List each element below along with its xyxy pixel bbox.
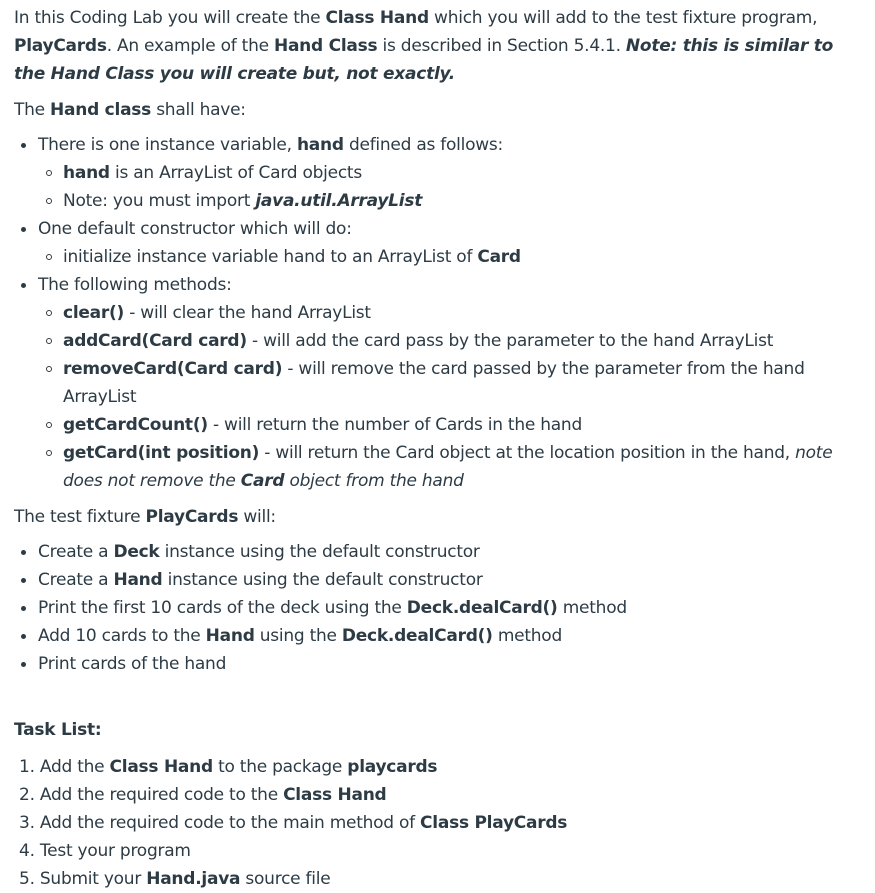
task-item: [14, 809, 861, 837]
task-text: Test your program: [34, 841, 191, 861]
section-text: The test fixture: [14, 507, 146, 527]
method-name: removeCard(Card card): [63, 359, 283, 379]
intro-text: In this Coding Lab you will create the: [14, 8, 326, 28]
import-term: java.util.ArrayList: [255, 191, 423, 211]
item-term: Card: [477, 247, 521, 267]
heading-text: Task List:: [14, 720, 102, 740]
item-note: note does not remove the: [63, 443, 833, 491]
list-item: [14, 243, 861, 271]
task-number: 4.: [19, 841, 35, 861]
item-term: hand: [296, 135, 344, 155]
item-text: using the: [254, 626, 342, 646]
playcards-term: PlayCards: [145, 507, 239, 527]
hand-class-heading: [14, 99, 861, 121]
bullet-icon: [21, 143, 26, 148]
task-term: playcards: [347, 757, 438, 777]
task-item: [14, 865, 861, 893]
circle-bullet-icon: [46, 422, 52, 428]
bullet-icon: [21, 283, 26, 288]
item-text: The following methods:: [38, 275, 232, 295]
task-text: Add the required code to the: [34, 785, 284, 805]
intro-text: is described in Section 5.4.1.: [377, 36, 626, 56]
item-text: instance using the default constructor: [159, 542, 480, 562]
item-term: Deck.dealCard(): [406, 598, 558, 618]
task-number: 5.: [19, 869, 35, 889]
bullet-icon: [21, 550, 26, 555]
task-term: Class Hand: [109, 757, 213, 777]
item-text: - will add the card pass by the parameter to the hand ArrayList: [246, 331, 774, 351]
intro-paragraph: [14, 4, 861, 88]
intro-text: which you will add to the test fixture program,: [428, 8, 818, 28]
item-text: - will remove the card passed by the parameter from the hand ArrayList: [63, 359, 805, 407]
hand-class-term: Hand Class: [273, 36, 378, 56]
item-text: instance using the default constructor: [162, 570, 483, 590]
item-text: is an ArrayList of Card objects: [109, 163, 362, 183]
bullet-icon: [21, 227, 26, 232]
task-text: to the package: [212, 757, 348, 777]
task-list: [14, 753, 861, 893]
item-text: Print cards of the hand: [38, 654, 227, 674]
bullet-icon: [21, 634, 26, 639]
task-text: Submit your: [34, 869, 147, 889]
method-name: clear(): [63, 303, 125, 323]
item-term: Card: [240, 471, 285, 491]
list-item: [14, 650, 861, 678]
circle-bullet-icon: [46, 198, 52, 204]
bullet-icon: [21, 662, 26, 667]
task-text: Add the: [34, 757, 110, 777]
item-text: - will return the number of Cards in the hand: [207, 415, 582, 435]
circle-bullet-icon: [46, 366, 52, 372]
list-item: [14, 299, 861, 327]
task-term: Class PlayCards: [420, 813, 568, 833]
item-text: - will clear the hand ArrayList: [124, 303, 371, 323]
item-text: - will return the Card object at the location position in the hand,: [259, 443, 796, 463]
list-item: [14, 566, 861, 594]
circle-bullet-icon: [46, 450, 52, 456]
bullet-icon: [21, 606, 26, 611]
task-text: source file: [240, 869, 331, 889]
item-note: object from the hand: [284, 471, 464, 491]
task-number: 3.: [19, 813, 35, 833]
item-text: One default constructor which will do:: [38, 219, 352, 239]
class-hand-term: Class Hand: [325, 8, 429, 28]
item-text: initialize instance variable hand to an ArrayList of: [63, 247, 478, 267]
list-item: [14, 327, 861, 355]
item-term: Deck: [113, 542, 160, 562]
task-number: 2.: [19, 785, 35, 805]
item-text: method: [557, 598, 627, 618]
item-text: There is one instance variable,: [38, 135, 297, 155]
task-term: Class Hand: [283, 785, 387, 805]
list-item: [14, 411, 861, 439]
section-text: shall have:: [151, 100, 246, 120]
list-item: [14, 131, 861, 159]
task-item: [14, 753, 861, 781]
circle-bullet-icon: [46, 310, 52, 316]
list-item: [14, 187, 861, 215]
list-item: [14, 159, 861, 187]
task-item: [14, 781, 861, 809]
list-item: [14, 215, 861, 243]
task-list-heading: [14, 719, 861, 741]
item-term: Deck.dealCard(): [341, 626, 493, 646]
circle-bullet-icon: [46, 338, 52, 344]
method-name: getCardCount(): [63, 415, 208, 435]
item-term: Hand: [113, 570, 163, 590]
intro-text: . An example of the: [106, 36, 274, 56]
item-text: method: [492, 626, 562, 646]
hand-requirements-list: [14, 131, 861, 495]
list-item: [14, 622, 861, 650]
section-text: The: [14, 100, 51, 120]
intro-note: Note: this is similar to the Hand Class you will create but, not exactly.: [14, 36, 834, 84]
list-item: [14, 538, 861, 566]
item-text: Add 10 cards to the: [38, 626, 206, 646]
item-term: Hand: [205, 626, 255, 646]
method-name: getCard(int position): [63, 443, 260, 463]
task-number: 1.: [19, 757, 35, 777]
task-item: [14, 837, 861, 865]
item-text: Note: you must import: [63, 191, 256, 211]
fixture-heading: [14, 506, 861, 528]
hand-class-term: Hand class: [50, 100, 152, 120]
fixture-list: [14, 538, 861, 678]
circle-bullet-icon: [46, 254, 52, 260]
playcards-term: PlayCards: [14, 36, 107, 56]
circle-bullet-icon: [46, 170, 52, 176]
item-text: Print the first 10 cards of the deck using the: [38, 598, 407, 618]
item-text: Create a: [38, 570, 114, 590]
item-text: defined as follows:: [343, 135, 503, 155]
method-name: addCard(Card card): [63, 331, 247, 351]
list-item: [14, 439, 861, 495]
item-term: hand: [63, 163, 110, 183]
section-text: will:: [238, 507, 276, 527]
list-item: [14, 271, 861, 299]
item-text: Create a: [38, 542, 114, 562]
task-text: Add the required code to the main method of: [34, 813, 421, 833]
task-term: Hand.java: [146, 869, 241, 889]
list-item: [14, 594, 861, 622]
list-item: [14, 355, 861, 411]
bullet-icon: [21, 578, 26, 583]
